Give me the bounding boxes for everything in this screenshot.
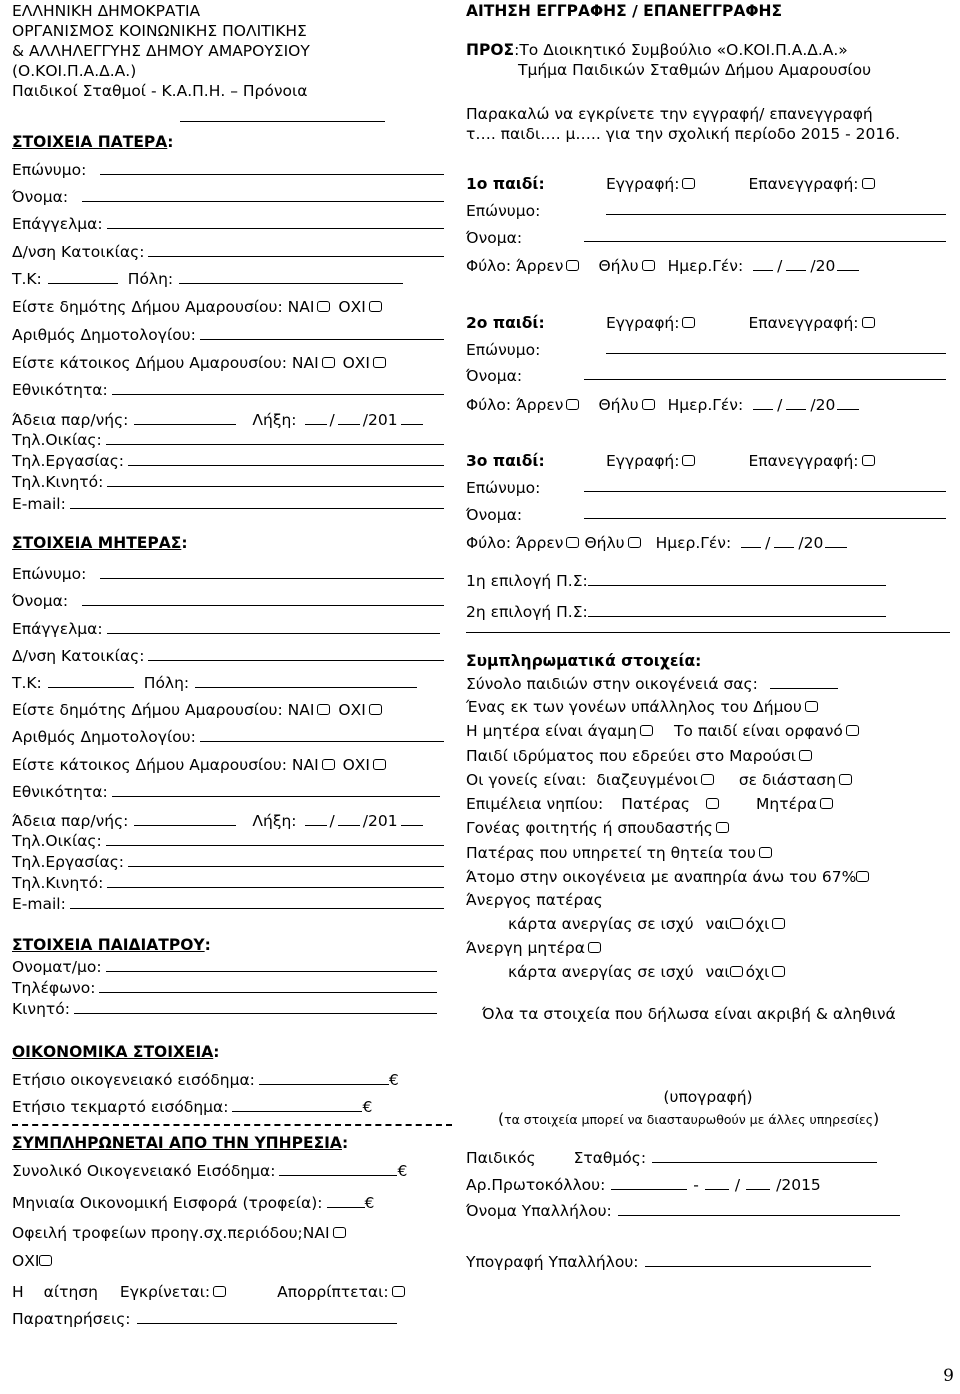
mother-profession-field[interactable]: Επάγγελμα: <box>12 619 440 639</box>
custody-mother-checkbox[interactable] <box>820 798 833 809</box>
employee-name-field[interactable]: Όνομα Υπαλλήλου: <box>466 1201 900 1221</box>
child-3-reregistration-checkbox[interactable] <box>862 455 875 466</box>
mother-card-yes-checkbox[interactable] <box>730 966 743 977</box>
mother-surname-field[interactable]: Επώνυμο: <box>12 564 444 584</box>
father-mobile-field[interactable]: Τηλ.Κινητό: <box>12 472 444 492</box>
mother-citizen-question: Είστε δημότης Δήμου Αμαρουσίου: ΝΑΙ ΟΧΙ <box>12 700 385 720</box>
child-3-female-checkbox[interactable] <box>628 537 641 548</box>
total-income-field[interactable]: Συνολικό Οικογενειακό Εισόδημα: € <box>12 1162 408 1180</box>
institution-checkbox[interactable] <box>799 750 812 761</box>
father-work-phone-field[interactable]: Τηλ.Εργασίας: <box>12 451 444 471</box>
parent-employee-checkbox[interactable] <box>805 701 818 712</box>
father-profession-field[interactable]: Επάγγελμα: <box>12 214 444 234</box>
header-underline <box>180 121 385 122</box>
header-line-3: & ΑΛΛΗΛΕΓΓΥΗΣ ΔΗΜΟΥ ΑΜΑΡΟΥΣΙΟΥ <box>12 42 310 60</box>
unemployed-father-label: Άνεργος πατέρας <box>466 891 603 909</box>
mother-email-field[interactable]: E-mail: <box>12 894 444 914</box>
father-resident-question: Είστε κάτοικος Δήμου Αμαρουσίου: ΝΑΙ ΟΧΙ <box>12 353 389 373</box>
mother-municipal-no-field[interactable]: Αριθμός Δημοτολογίου: <box>12 727 444 747</box>
mother-citizen-yes-checkbox[interactable] <box>317 704 330 715</box>
child-3-registration-checkbox[interactable] <box>682 455 695 466</box>
debt-no-option: ΟΧΙ <box>12 1251 55 1271</box>
child-1-male-checkbox[interactable] <box>566 260 579 271</box>
financial-section-title: ΟΙΚΟΝΟΜΙΚΑ ΣΤΟΙΧΕΙΑ: <box>12 1043 220 1061</box>
divorced-checkbox[interactable] <box>701 774 714 785</box>
orphan-checkbox[interactable] <box>846 725 859 736</box>
declaration-text: Όλα τα στοιχεία που δήλωσα είναι ακριβή & αληθινά <box>482 1005 896 1023</box>
father-citizen-no-checkbox[interactable] <box>369 301 382 312</box>
mother-resident-question: Είστε κάτοικος Δήμου Αμαρουσίου: ΝΑΙ ΟΧΙ <box>12 755 389 775</box>
mother-mobile-field[interactable]: Τηλ.Κινητό: <box>12 873 444 893</box>
child-2-name-field[interactable]: Όνομα: <box>466 366 950 386</box>
child-3-male-checkbox[interactable] <box>566 537 579 548</box>
father-resident-no-checkbox[interactable] <box>373 357 386 368</box>
child-1-surname-field[interactable]: Επώνυμο: <box>466 201 950 221</box>
annual-income-field[interactable]: Ετήσιο οικογενειακό εισόδημα: € <box>12 1071 399 1089</box>
extra-info-title: Συμπληρωματικά στοιχεία: <box>466 652 702 670</box>
student-parent-checkbox[interactable] <box>716 822 729 833</box>
first-choice-field[interactable]: 1η επιλογή Π.Σ: <box>466 571 886 591</box>
father-name-field[interactable]: Όνομα: <box>12 187 444 207</box>
pediatrician-mobile-field[interactable]: Κινητό: <box>12 999 437 1019</box>
unemployed-mother-checkbox[interactable] <box>588 942 601 953</box>
child-3-name-field[interactable]: Όνομα: <box>466 505 950 525</box>
child-2-registration-checkbox[interactable] <box>682 317 695 328</box>
father-permit-field[interactable]: Άδεια παρ/νής: Λήξη: / /201 <box>12 410 423 430</box>
father-home-phone-field[interactable]: Τηλ.Οικίας: <box>12 430 444 450</box>
debt-yes-checkbox[interactable] <box>333 1227 346 1238</box>
disability-option: Άτομο στην οικογένεια με αναπηρία άνω του 67% <box>466 867 872 887</box>
single-mother-orphan-options: Η μητέρα είναι άγαμη Το παιδί είναι ορφανό <box>466 721 862 741</box>
child-1-reregistration-checkbox[interactable] <box>862 178 875 189</box>
mother-work-phone-field[interactable]: Τηλ.Εργασίας: <box>12 852 444 872</box>
military-option: Πατέρας που υπηρετεί τη θητεία του <box>466 843 775 863</box>
mother-tk-city-field[interactable]: Τ.Κ: Πόλη: <box>12 673 444 693</box>
total-children-field[interactable]: Σύνολο παιδιών στην οικογένειά σας: <box>466 674 838 694</box>
child-1-registration-checkbox[interactable] <box>682 178 695 189</box>
mother-resident-no-checkbox[interactable] <box>373 759 386 770</box>
application-request-line-1: Παρακαλώ να εγκρίνετε την εγγραφή/ επανεγγραφή <box>466 105 873 123</box>
header-line-4: (Ο.ΚΟΙ.Π.Α.Δ.Α.) <box>12 62 137 80</box>
father-citizen-question: Είστε δημότης Δήμου Αμαρουσίου: ΝΑΙ ΟΧΙ <box>12 297 385 317</box>
military-checkbox[interactable] <box>759 847 772 858</box>
father-unemployment-card: κάρτα ανεργίας σε ισχύ ναι όχι <box>508 914 788 934</box>
child-2-female-checkbox[interactable] <box>642 399 655 410</box>
mother-section-title: ΣΤΟΙΧΕΙΑ ΜΗΤΕΡΑΣ: <box>12 534 188 552</box>
father-card-no-checkbox[interactable] <box>772 918 785 929</box>
application-request-line-2: τ…. παιδι…. μ….. για την σχολική περίοδο 2015 - 2016. <box>466 125 901 143</box>
monthly-fee-field[interactable]: Μηνιαία Οικονομική Εισφορά (τροφεία): € <box>12 1194 375 1212</box>
unemployed-mother-option: Άνεργη μητέρα <box>466 938 604 958</box>
child-3-header: 3ο παιδί: Εγγραφή: Επανεγγραφή: <box>466 451 950 471</box>
custody-options: Επιμέλεια νηπίου: Πατέρας Μητέρα <box>466 794 836 814</box>
mother-home-phone-field[interactable]: Τηλ.Οικίας: <box>12 831 444 851</box>
mother-nationality-field[interactable]: Εθνικότητα: <box>12 782 440 802</box>
custody-father-checkbox[interactable] <box>706 798 719 809</box>
second-choice-field[interactable]: 2η επιλογή Π.Σ: <box>466 602 886 622</box>
father-section-title: ΣΤΟΙΧΕΙΑ ΠΑΤΕΡΑ: <box>12 133 174 151</box>
pediatrician-name-field[interactable]: Ονοματ/μο: <box>12 957 437 977</box>
separated-checkbox[interactable] <box>839 774 852 785</box>
father-citizen-yes-checkbox[interactable] <box>317 301 330 312</box>
choices-divider <box>466 632 950 633</box>
parent-employee-option: Ένας εκ των γονέων υπάλληλος του Δήμου <box>466 697 821 717</box>
child-3-sex-dob: Φύλο: Άρρεν Θήλυ Ημερ.Γέν: / /20 <box>466 533 847 553</box>
presumed-income-field[interactable]: Ετήσιο τεκμαρτό εισόδημα: € <box>12 1098 373 1116</box>
debt-question: Οφειλή τροφείων προηγ.σχ.περιόδου;ΝΑΙ <box>12 1223 349 1243</box>
header-line-1: ΕΛΛΗΝΙΚΗ ΔΗΜΟΚΡΑΤΙΑ <box>12 2 201 20</box>
service-section-title: ΣΥΜΠΛΗΡΩΝΕΤΑΙ ΑΠΟ ΤΗΝ ΥΠΗΡΕΣΙΑ: <box>12 1134 349 1152</box>
father-resident-yes-checkbox[interactable] <box>322 357 335 368</box>
application-title: ΑΙΤΗΣΗ ΕΓΓΡΑΦΗΣ / ΕΠΑΝΕΓΓΡΑΦΗΣ <box>466 2 783 20</box>
mother-citizen-no-checkbox[interactable] <box>369 704 382 715</box>
rejected-checkbox[interactable] <box>392 1286 405 1297</box>
child-1-name-field[interactable]: Όνομα: <box>466 228 950 248</box>
father-address-field[interactable]: Δ/νση Κατοικίας: <box>12 242 444 262</box>
child-1-header: 1ο παιδί: Εγγραφή: Επανεγγραφή: <box>466 174 950 194</box>
student-parent-option: Γονέας φοιτητής ή σπουδαστής <box>466 818 732 838</box>
mother-permit-field[interactable]: Άδεια παρ/νής: Λήξη: / /201 <box>12 811 423 831</box>
child-1-female-checkbox[interactable] <box>642 260 655 271</box>
debt-no-checkbox[interactable] <box>39 1255 52 1266</box>
mother-unemployment-card: κάρτα ανεργίας σε ισχύ ναι όχι <box>508 962 788 982</box>
disability-checkbox[interactable] <box>856 871 869 882</box>
institution-option: Παιδί ιδρύματος που εδρεύει στο Μαρούσι <box>466 746 815 766</box>
mother-address-field[interactable]: Δ/νση Κατοικίας: <box>12 646 444 666</box>
father-card-yes-checkbox[interactable] <box>730 918 743 929</box>
child-1-sex-dob: Φύλο: Άρρεν Θήλυ Ημερ.Γέν: / /20 <box>466 256 859 276</box>
section-divider-dashed <box>12 1124 452 1126</box>
protocol-number-field[interactable]: Αρ.Πρωτοκόλλου: - / /2015 <box>466 1176 821 1194</box>
header-line-2: ΟΡΓΑΝΙΣΜΟΣ ΚΟΙΝΩΝΙΚΗΣ ΠΟΛΙΤΙΚΗΣ <box>12 22 307 40</box>
approval-line: Η αίτηση Εγκρίνεται: Απορρίπτεται: <box>12 1282 452 1302</box>
child-2-sex-dob: Φύλο: Άρρεν Θήλυ Ημερ.Γέν: / /20 <box>466 395 859 415</box>
father-nationality-field[interactable]: Εθνικότητα: <box>12 380 444 400</box>
child-2-male-checkbox[interactable] <box>566 399 579 410</box>
mother-name-field[interactable]: Όνομα: <box>12 591 444 611</box>
application-department: Τμήμα Παιδικών Σταθμών Δήμου Αμαρουσίου <box>518 61 872 79</box>
nursery-field[interactable]: Παιδικός Σταθμός: <box>466 1148 877 1168</box>
father-surname-field[interactable]: Επώνυμο: <box>12 160 444 180</box>
father-email-field[interactable]: E-mail: <box>12 494 444 514</box>
single-mother-checkbox[interactable] <box>640 725 653 736</box>
employee-signature-field[interactable]: Υπογραφή Υπαλλήλου: <box>466 1252 871 1272</box>
page-number: 9 <box>943 1366 954 1386</box>
header-line-5: Παιδικοί Σταθμοί - Κ.Α.Π.Η. – Πρόνοια <box>12 82 308 100</box>
application-recipient: ΠΡΟΣ:Το Διοικητικό Συμβούλιο «Ο.ΚΟΙ.Π.Α.Δ.Α.» <box>466 41 848 59</box>
father-tk-city-field[interactable]: Τ.Κ: Πόλη: <box>12 269 444 289</box>
pediatrician-section-title: ΣΤΟΙΧΕΙΑ ΠΑΙΔΙΑΤΡΟΥ: <box>12 936 211 954</box>
signature-note: (τα στοιχεία μπορεί να διασταυρωθούν με άλλες υπηρεσίες) <box>498 1110 880 1128</box>
approved-checkbox[interactable] <box>213 1286 226 1297</box>
remarks-field[interactable]: Παρατηρήσεις: <box>12 1309 397 1329</box>
pediatrician-phone-field[interactable]: Τηλέφωνο: <box>12 978 437 998</box>
child-2-reregistration-checkbox[interactable] <box>862 317 875 328</box>
parents-status-options: Οι γονείς είναι: διαζευγμένοι σε διάσταση <box>466 770 855 790</box>
child-3-surname-field[interactable]: Επώνυμο: <box>466 478 950 498</box>
child-2-header: 2ο παιδί: Εγγραφή: Επανεγγραφή: <box>466 313 950 333</box>
mother-card-no-checkbox[interactable] <box>772 966 785 977</box>
signature-label: (υπογραφή) <box>663 1088 753 1106</box>
mother-resident-yes-checkbox[interactable] <box>322 759 335 770</box>
child-2-surname-field[interactable]: Επώνυμο: <box>466 340 950 360</box>
father-municipal-no-field[interactable]: Αριθμός Δημοτολογίου: <box>12 325 444 345</box>
